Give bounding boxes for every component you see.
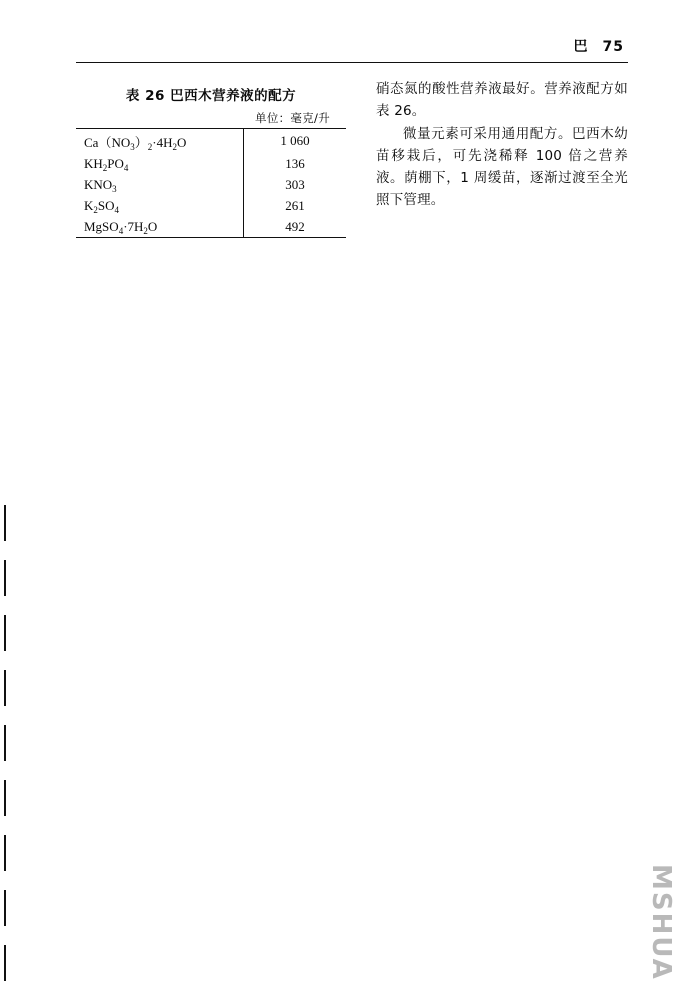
header-rule <box>76 62 628 63</box>
paragraph-2: 微量元素可采用通用配方。巴西木幼苗移栽后，可先浇稀释 100 倍之营养液。荫棚下，1 周缓苗，逐渐过渡至全光照下管理。 <box>376 126 628 208</box>
table-cell-amount: 136 <box>285 155 305 171</box>
table-title: 表 26 巴西木营养液的配方 <box>125 88 297 104</box>
page-content <box>76 78 628 238</box>
table-cell-compound: $MgSO_4\cdot 7H_2O$ <box>76 216 243 238</box>
table-cell-compound: $Ca(NO_3)_2\cdot 4H_2O$ <box>76 129 243 154</box>
left-column <box>76 78 346 238</box>
margin-tick <box>4 725 6 761</box>
margin-tick <box>4 505 6 541</box>
table-row <box>76 174 346 195</box>
table-cell-compound: $KH_2PO_4$ <box>76 153 243 174</box>
table-body <box>76 129 346 238</box>
section-label: 巴 <box>573 39 589 55</box>
table-cell-compound: $K_2SO_4$ <box>76 195 243 216</box>
margin-tick <box>4 890 6 926</box>
paragraph-1: 硝态氮的酸性营养液最好。营养液配方如表 26。 <box>376 81 628 119</box>
table-cell-compound: $KNO_3$ <box>76 174 243 195</box>
table-row <box>76 153 346 174</box>
page-number: 75 <box>602 39 624 55</box>
table-cell-amount: 492 <box>243 216 346 238</box>
table-cell-amount: 1 060 <box>243 129 346 154</box>
table-unit-note: 单位：毫克/升 <box>255 111 330 125</box>
margin-tick <box>4 560 6 596</box>
margin-tick <box>4 670 6 706</box>
margin-tick <box>4 780 6 816</box>
page-header <box>574 36 624 56</box>
nutrient-formula-table <box>76 128 346 238</box>
table-cell-amount: 303 <box>285 176 305 192</box>
margin-tick <box>4 615 6 651</box>
right-column <box>346 78 628 211</box>
margin-tick <box>4 945 6 981</box>
margin-tick <box>4 835 6 871</box>
table-row <box>76 195 346 216</box>
table-row <box>76 216 346 238</box>
watermark: MSHUA <box>646 864 676 981</box>
table-row <box>76 129 346 154</box>
table-cell-amount: 261 <box>285 197 305 213</box>
